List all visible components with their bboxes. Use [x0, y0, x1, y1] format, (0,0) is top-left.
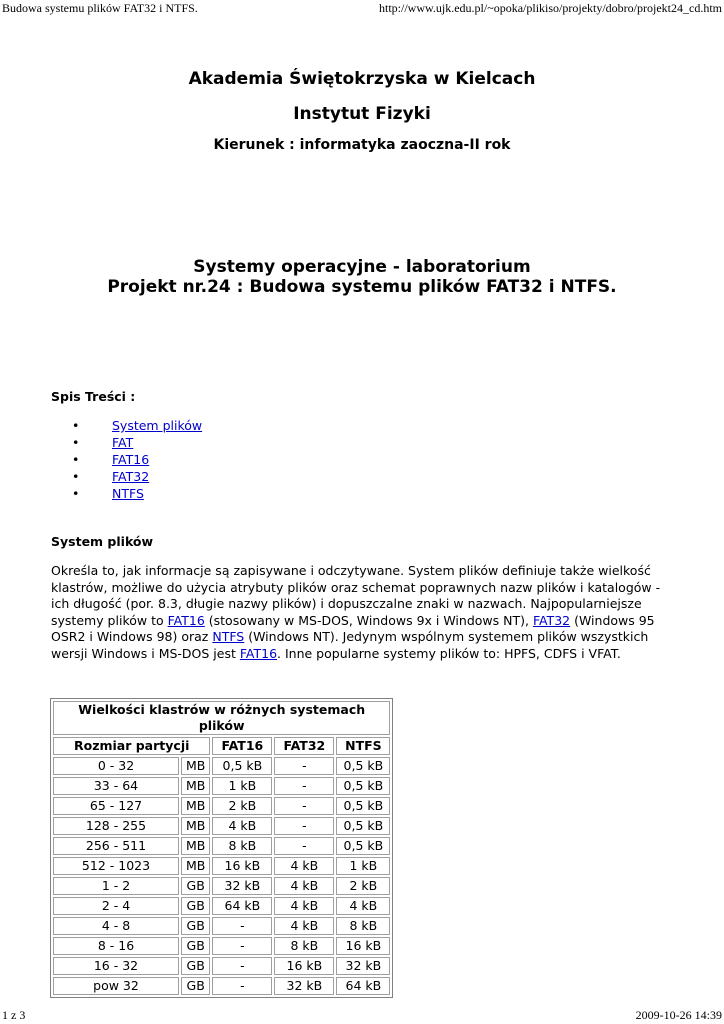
table-row [53, 817, 390, 835]
cluster-table-wrapper [50, 698, 393, 998]
cell-fat16: 32 kB [212, 877, 272, 895]
link-fat32[interactable]: FAT32 [532, 612, 571, 628]
browser-print-page-number: 1 z 3 [2, 1008, 26, 1022]
cell-unit: GB [181, 937, 210, 955]
cell-ntfs: 0,5 kB [336, 777, 390, 795]
cell-fat32: 32 kB [274, 977, 334, 995]
toc-link-ntfs[interactable]: NTFS [112, 486, 144, 501]
bullet-icon: • [72, 418, 80, 433]
table-row [53, 977, 390, 995]
cell-partition-range: 128 - 255 [53, 817, 179, 835]
cell-unit: MB [181, 797, 210, 815]
cell-ntfs: 16 kB [336, 937, 390, 955]
header-fat32: FAT32 [274, 737, 334, 755]
table-caption: Wielkości klastrów w różnych systemach plików [53, 701, 390, 735]
header-ntfs: NTFS [336, 737, 390, 755]
cell-ntfs: 8 kB [336, 917, 390, 935]
toc-title: Spis Treści : [51, 389, 136, 404]
toc-link-fat16[interactable]: FAT16 [112, 452, 150, 467]
header-fat16: FAT16 [212, 737, 272, 755]
cell-fat32: 4 kB [274, 857, 334, 875]
table-row [53, 857, 390, 875]
cell-ntfs: 2 kB [336, 877, 390, 895]
cell-unit: MB [181, 857, 210, 875]
cell-fat32: 4 kB [274, 917, 334, 935]
cell-ntfs: 0,5 kB [336, 797, 390, 815]
cell-partition-range: 65 - 127 [53, 797, 179, 815]
link-fat16-second[interactable]: FAT16 [239, 645, 278, 661]
cluster-size-table [50, 698, 393, 998]
cell-fat32: 4 kB [274, 897, 334, 915]
cell-ntfs: 0,5 kB [336, 757, 390, 775]
cell-ntfs: 0,5 kB [336, 817, 390, 835]
cell-fat32: - [274, 797, 334, 815]
cell-partition-range: 16 - 32 [53, 957, 179, 975]
table-row [53, 957, 390, 975]
cell-ntfs: 4 kB [336, 897, 390, 915]
project-title: Projekt nr.24 : Budowa systemu plików FAT32 i NTFS. [107, 277, 617, 297]
paragraph-text: (Windows 95 OSR2 i Windows 98) oraz [51, 612, 655, 645]
cell-unit: MB [181, 837, 210, 855]
toc-item [72, 468, 202, 485]
cell-partition-range: 8 - 16 [53, 937, 179, 955]
cell-partition-range: 1 - 2 [53, 877, 179, 895]
cell-fat16: 0,5 kB [212, 757, 272, 775]
cell-ntfs: 0,5 kB [336, 837, 390, 855]
table-row [53, 917, 390, 935]
paragraph-text: (Windows NT). Jedynym wspólnym systemem plików wszystkich wersji Windows i MS-DOS jest [51, 629, 649, 661]
toc-link-fat[interactable]: FAT [112, 435, 134, 450]
cell-partition-range: 0 - 32 [53, 757, 179, 775]
cell-fat16: 8 kB [212, 837, 272, 855]
cell-partition-range: 2 - 4 [53, 897, 179, 915]
toc-link-fat32[interactable]: FAT32 [112, 469, 150, 484]
university-name: Akademia Świętokrzyska w Kielcach [188, 69, 536, 89]
paragraph-text: Określa to, jak informacje są zapisywane i odczytywane. System plików definiuje także wielkość klastrów, możliwe do użycia atrybuty plików oraz schemat poprawnych nazw plików i katalogów - ich długość (por. 8.3, długie nazwy plików) i dopuszczalne znaki w nazwach. Najpopularniejsze systemy plików to [51, 563, 661, 628]
toc-item [72, 451, 202, 468]
cell-fat32: 16 kB [274, 957, 334, 975]
cell-partition-range: 33 - 64 [53, 777, 179, 795]
cell-fat32: 4 kB [274, 877, 334, 895]
toc-item [72, 485, 202, 502]
browser-print-url: http://www.ujk.edu.pl/~opoka/plikiso/projekty/dobro/projekt24_cd.htm [378, 1, 722, 15]
cell-partition-range: 256 - 511 [53, 837, 179, 855]
institute-name: Instytut Fizyki [293, 104, 431, 124]
table-row [53, 777, 390, 795]
cell-ntfs: 64 kB [336, 977, 390, 995]
cell-unit: MB [181, 757, 210, 775]
cell-fat16: 1 kB [212, 777, 272, 795]
cell-unit: GB [181, 957, 210, 975]
table-row [53, 877, 390, 895]
cell-fat32: - [274, 777, 334, 795]
table-row [53, 837, 390, 855]
browser-print-datetime: 2009-10-26 14:39 [635, 1008, 722, 1022]
cell-partition-range: pow 32 [53, 977, 179, 995]
cell-unit: GB [181, 897, 210, 915]
cell-fat16: - [212, 977, 272, 995]
table-row [53, 797, 390, 815]
cell-fat16: 2 kB [212, 797, 272, 815]
bullet-icon: • [72, 469, 80, 484]
cell-fat32: - [274, 757, 334, 775]
table-row [53, 937, 390, 955]
cell-unit: MB [181, 777, 210, 795]
cell-ntfs: 1 kB [336, 857, 390, 875]
cell-fat16: - [212, 957, 272, 975]
toc-item [72, 434, 202, 451]
cell-fat16: - [212, 937, 272, 955]
course-name: Kierunek : informatyka zaoczna-II rok [213, 137, 511, 153]
cell-ntfs: 32 kB [336, 957, 390, 975]
cell-partition-range: 512 - 1023 [53, 857, 179, 875]
toc-item [72, 417, 202, 434]
bullet-icon: • [72, 435, 80, 450]
subject-title: Systemy operacyjne - laboratorium [193, 257, 531, 277]
cell-fat16: 4 kB [212, 817, 272, 835]
paragraph-text: . Inne popularne systemy plików to: HPFS, CDFS i VFAT. [277, 645, 621, 661]
link-ntfs[interactable]: NTFS [212, 629, 245, 645]
bullet-icon: • [72, 486, 80, 501]
link-fat16[interactable]: FAT16 [167, 612, 205, 628]
section-title: System plików [51, 534, 154, 549]
table-row [53, 757, 390, 775]
cell-unit: GB [181, 977, 210, 995]
cell-fat32: - [274, 817, 334, 835]
cell-fat32: 8 kB [274, 937, 334, 955]
cell-unit: GB [181, 877, 210, 895]
cell-partition-range: 4 - 8 [53, 917, 179, 935]
header-partition-size: Rozmiar partycji [53, 737, 210, 755]
toc-link-system-plikow[interactable]: System plików [112, 418, 203, 433]
bullet-icon: • [72, 452, 80, 467]
cell-fat16: - [212, 917, 272, 935]
cell-fat16: 16 kB [212, 857, 272, 875]
table-header-row [53, 737, 390, 755]
toc-list [72, 417, 202, 502]
cell-fat32: - [274, 837, 334, 855]
table-caption-row [53, 701, 390, 735]
browser-print-title: Budowa systemu plików FAT32 i NTFS. [2, 1, 198, 15]
cell-fat16: 64 kB [212, 897, 272, 915]
cell-unit: MB [181, 817, 210, 835]
section-paragraph [51, 563, 671, 663]
cell-unit: GB [181, 917, 210, 935]
table-row [53, 897, 390, 915]
paragraph-text: (stosowany w MS-DOS, Windows 9x i Windows NT), [204, 612, 533, 628]
